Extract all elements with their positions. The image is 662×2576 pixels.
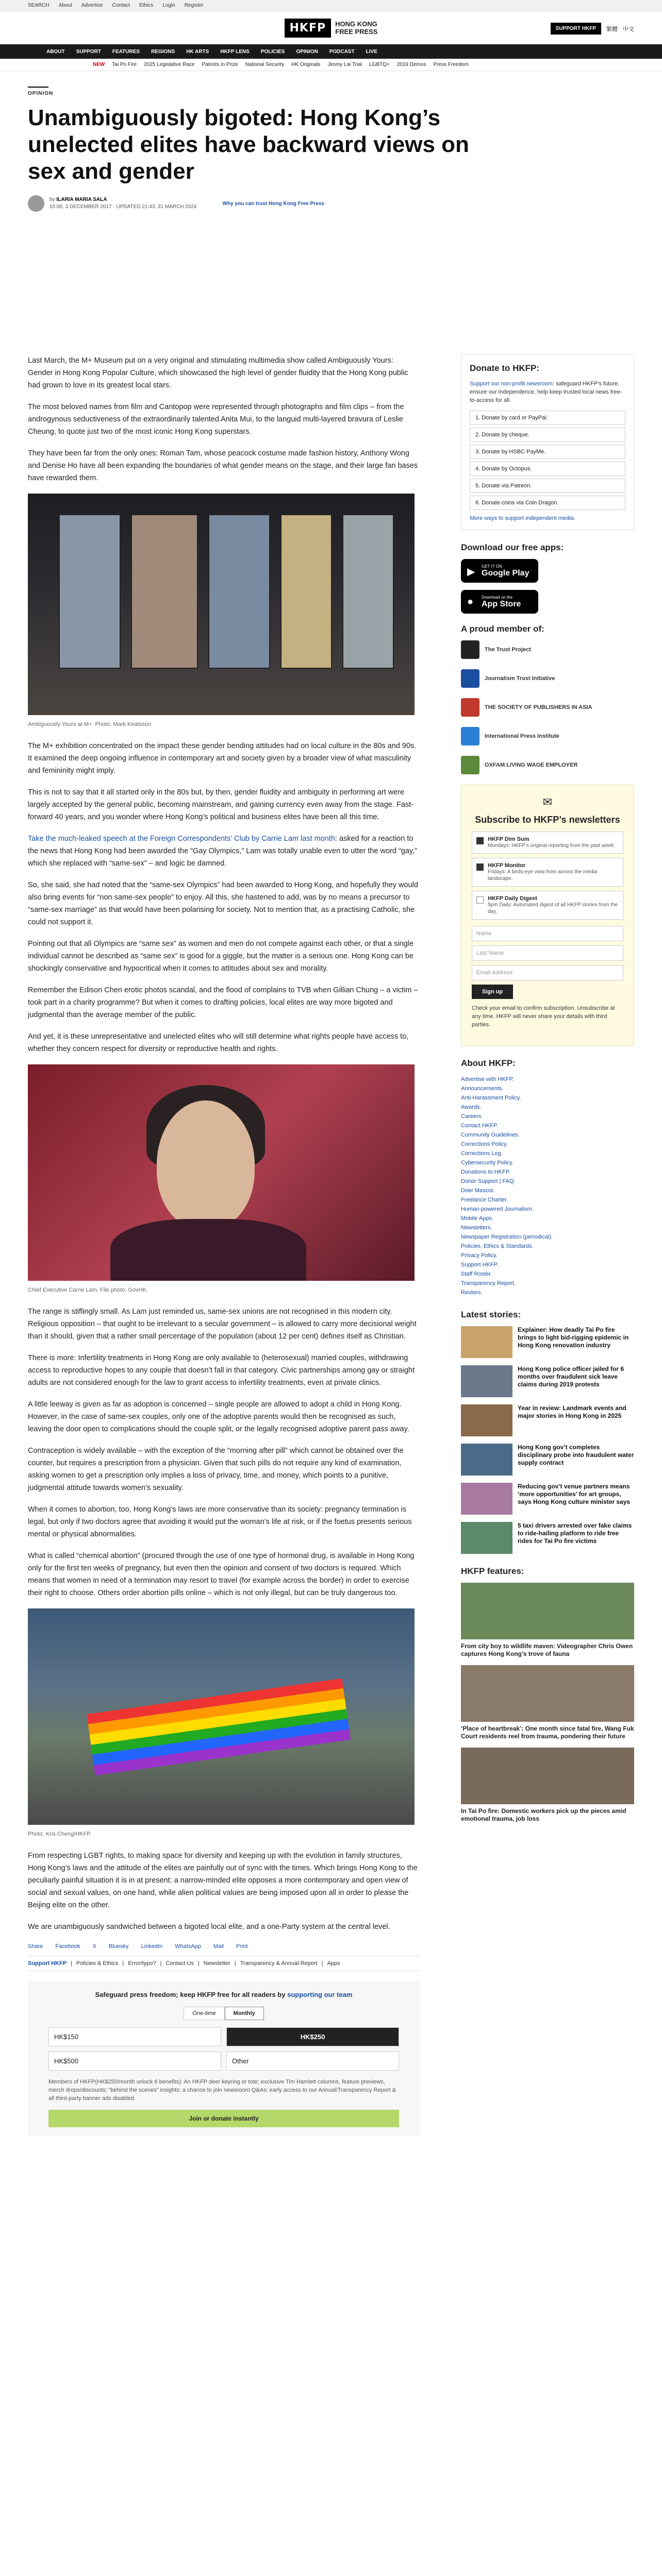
paragraph: We are unambiguously sandwiched between a bigoted local elite, and a one-Party system at the central level.: [28, 1923, 390, 1931]
main-nav: [0, 44, 662, 59]
sidebar-heading: HKFP features:: [461, 1566, 524, 1576]
about-link[interactable]: Careers.: [461, 1113, 483, 1120]
nav-opinion[interactable]: OPINION: [296, 48, 318, 55]
checkbox-checked[interactable]: [476, 863, 484, 871]
amount-option[interactable]: HK$500: [48, 2052, 221, 2071]
lang-chinese-link[interactable]: 繁體: [606, 26, 618, 32]
play-icon: ▶: [467, 566, 475, 578]
donate-option[interactable]: 6. Donate coins via Coin Dragon.: [470, 496, 625, 510]
about-link[interactable]: Mobile Apps.: [461, 1215, 493, 1222]
donate-intro: [470, 380, 625, 404]
paragraph: What is called “chemical abortion” (procured through the use of one type of hormonal drug, is available in Hong Kong only for the first ten weeks of pregnancy, but even then the opinion and consent of two doctors is required. Which means that women in need of a termination may resort to travel (for example across the border) in order to exercise their right to choose. Others order abortion pills online – which is not only illegal, but can be truly dangerous too.: [28, 1552, 415, 1597]
frequency-toggle: [48, 2007, 399, 2020]
about-link[interactable]: Donations to HKFP.: [461, 1169, 510, 1175]
feature-image: [461, 1665, 634, 1722]
paragraph: From respecting LGBT rights, to making space for diversity and keeping up with the evolution in family structures, Hong Kong’s laws and the attitude of the elites are painfully out of sync with the times. Which brings Hong Kong to the peculiarly painful situation it is in at present: a narrow-minded elite opposes a more contemporary and open view of social and sexual values, on one hand, while alien political values are being imposed upon all in order to please the Beijing elite on the other.: [28, 1852, 418, 1909]
membership-note: Members of HKFP(HK$250/month unlock 6 benefits): An HKFP deer keyring or tote; exclusive Tim Hamlett columns, feature previews, merch drops/discounts; “behind the scenes” insights; a chance to join newsroom Q&As; early access to our Annual/Transparency Report & all third-party banner ads disabled.: [48, 2079, 396, 2102]
author-name[interactable]: ILARIA MARIA SALA: [56, 197, 107, 202]
paragraph: [28, 833, 420, 870]
feature-story[interactable]: [461, 1748, 634, 1823]
option-desc: Fridays: A birds-eye view from across the media landscape.: [488, 869, 598, 882]
about-link[interactable]: Awards.: [461, 1104, 482, 1110]
sidebar-heading: Download our free apps:: [461, 543, 564, 552]
donate-option[interactable]: 4. Donate by Octopus.: [470, 462, 625, 476]
nav-features[interactable]: FEATURES: [112, 48, 140, 55]
about-link[interactable]: Policies, Ethics & Standards.: [461, 1243, 534, 1249]
latest-story[interactable]: [461, 1404, 634, 1436]
option-title: HKFP Daily Digest: [488, 895, 537, 902]
member-logo[interactable]: [461, 756, 634, 774]
story-title[interactable]: Year in review: Landmark events and major stories in Hong Kong in 2025: [518, 1404, 626, 1419]
logo-mark: HKFP: [285, 19, 332, 38]
donate-option[interactable]: 5. Donate via Patreon.: [470, 479, 625, 493]
about-link[interactable]: Community Guidelines.: [461, 1132, 520, 1138]
trending-link[interactable]: Jimmy Lai Trial: [327, 62, 362, 67]
story-title[interactable]: Hong Kong gov’t completes disciplinary probe into fraudulent water supply contract: [518, 1444, 634, 1466]
signup-button[interactable]: Sign up: [472, 985, 513, 999]
photo-caption: Photo: Kris Cheng/HKFP.: [28, 1831, 92, 1837]
paragraph: Last March, the M+ Museum put on a very original and stimulating multimedia show called Ambiguously Yours: Gender in Hong Kong Popular Culture, which showcased the high level of gender fluidity that the Hong Kong public had grown to love in its greatest local stars.: [28, 357, 408, 389]
about-link[interactable]: Anti-Harassment Policy.: [461, 1095, 521, 1101]
mail-icon: ✉: [542, 795, 553, 808]
paragraph: Pointing out that all Olympics are “same sex” as women and men do not compete against each other, or that a single individual cannot be described as “same sex” is good for a giggle, but the matter is a serious one. Hong Kong can be shockingly conservative and hypocritical when it comes to attitudes about sex and morality.: [28, 940, 413, 973]
trending-link[interactable]: 2025 Legislative Race: [144, 62, 195, 67]
utility-bar: [0, 0, 662, 11]
share-linkedin[interactable]: LinkedIn: [141, 1943, 163, 1950]
logo-line-2: FREE PRESS: [335, 28, 378, 36]
about-link[interactable]: Transparency Report.: [461, 1280, 516, 1286]
about-link[interactable]: Donor Support | FAQ.: [461, 1178, 516, 1184]
member-name: OXFAM LIVING WAGE EMPLOYER: [485, 762, 578, 768]
share-bar: [28, 1943, 420, 1950]
story-thumbnail: [461, 1483, 512, 1515]
separator: |: [321, 1960, 323, 1967]
dateline: 15:00, 3 DECEMBER 2017 · UPDATED 21:43, 31 MARCH 2024: [49, 204, 197, 210]
register-link[interactable]: Register: [184, 3, 204, 8]
sidebar-heading: Donate to HKFP:: [470, 363, 540, 373]
nav-regions[interactable]: REGIONS: [151, 48, 175, 55]
exhibit-screen: [59, 514, 121, 669]
paragraph: The most beloved names from film and Cantopop were represented through photographs and film clips – from the androgynous seductiveness of the extraordinarily talented Anita Mui, to the languid multi-layered bravura of Leslie Cheung, to quote just two of the most iconic Hong Kong superstars.: [28, 403, 404, 436]
support-hkfp-button[interactable]: SUPPORT HKFP: [551, 23, 601, 35]
rainbow-flag: [87, 1679, 351, 1775]
first-name-input[interactable]: Name: [472, 926, 623, 941]
paragraph: There is more: Infertility treatments in Hong Kong are only available to (heterosexual) married couples, withdrawing access to reproductive hopes to any couple that doesn’t fall in that category. Civic partnerships among gay or straight adults are not considered enough for the law to grant access to infertility treatments, even at private clinics.: [28, 1354, 415, 1387]
story-thumbnail: [461, 1365, 512, 1397]
donate-option[interactable]: 3. Donate by HSBC PayMe.: [470, 445, 625, 459]
about-link[interactable]: Support HKFP.: [461, 1262, 499, 1268]
portrait-face: [157, 1100, 255, 1229]
member-logo[interactable]: [461, 727, 634, 745]
feature-title[interactable]: ‘Place of heartbreak’: One month since fatal fire, Wang Fuk Court residents reel from trauma, pondering their future: [461, 1725, 634, 1740]
share-label: Share: [28, 1943, 43, 1950]
amount-other-input[interactable]: Other: [226, 2052, 399, 2071]
trust-project-icon: [461, 640, 479, 659]
option-desc: 5pm Daily: Automated digest of all HKFP stories from the day.: [488, 902, 618, 914]
nav-hk-arts[interactable]: HK ARTS: [186, 48, 209, 55]
article-headline: Unambiguously bigoted: Hong Kong’s unelected elites have backward views on sex and gender: [28, 105, 469, 184]
share-whatsapp[interactable]: WhatsApp: [175, 1943, 201, 1950]
newsletter-link[interactable]: Newsletter: [203, 1960, 230, 1967]
ethics-link[interactable]: Ethics: [139, 3, 154, 8]
article-body: [28, 354, 420, 2137]
about-link[interactable]: Freelance Charter.: [461, 1197, 508, 1203]
separator: |: [160, 1960, 162, 1967]
advertise-link[interactable]: Advertise: [81, 3, 103, 8]
sidebar-heading: About HKFP:: [461, 1058, 516, 1068]
login-link[interactable]: Login: [162, 3, 175, 8]
about-link[interactable]: Corrections Log.: [461, 1150, 503, 1157]
sopa-icon: [461, 698, 479, 717]
newsletter-box: [461, 785, 634, 1046]
feature-story[interactable]: [461, 1583, 634, 1658]
trending-link[interactable]: Patriots in Prize: [202, 62, 238, 67]
masthead: [0, 11, 662, 44]
trending-link[interactable]: Press Freedom: [433, 62, 469, 67]
policies-link[interactable]: Policies & Ethics: [76, 1960, 119, 1967]
story-thumbnail: [461, 1326, 512, 1358]
sidebar-heading: Latest stories:: [461, 1310, 521, 1319]
about-link[interactable]: Advertise with HKFP.: [461, 1076, 514, 1082]
about-link[interactable]: Corrections Policy.: [461, 1141, 508, 1147]
donate-box: [461, 354, 634, 530]
non-profit-link[interactable]: Support our non-profit newsroom:: [470, 381, 554, 387]
sidebar-heading: A proud member of:: [461, 624, 544, 634]
byline-meta: [49, 196, 197, 211]
share-facebook[interactable]: Facebook: [55, 1943, 80, 1950]
pride-parade-photo: [28, 1608, 415, 1825]
member-logo[interactable]: [461, 640, 634, 659]
nav-policies[interactable]: POLICIES: [260, 48, 285, 55]
newsletter-option[interactable]: [472, 891, 623, 920]
member-logo[interactable]: [461, 698, 634, 717]
app-store-badge[interactable]: [461, 590, 538, 614]
lang-chinese-alt-link[interactable]: 中文: [623, 26, 634, 32]
donate-widget: [28, 1981, 420, 2137]
about-link[interactable]: Cybersecurity Policy.: [461, 1160, 514, 1166]
latest-story[interactable]: [461, 1365, 634, 1397]
museum-photo: [28, 494, 415, 715]
paragraph-tail: : asked for a reaction to the news that Hong Kong had been awarded the “Gay Olympics,” Lam was totally unable even to utter the word “gay,” which she replaced with “same-sex” – and logic be damned.: [28, 835, 417, 868]
newsletter-option[interactable]: [472, 832, 623, 854]
more-ways-link[interactable]: More ways to support independent media.: [470, 515, 575, 521]
feature-title[interactable]: From city boy to wildlife maven: Videographer Chris Owen captures Hong Kong’s trove of fauna: [461, 1642, 633, 1657]
app-store-label: App Store: [482, 599, 521, 608]
jti-icon: [461, 669, 479, 688]
masthead-actions: [551, 23, 634, 35]
nav-podcast[interactable]: PODCAST: [329, 48, 355, 55]
share-print[interactable]: Print: [236, 1943, 248, 1950]
feature-story[interactable]: [461, 1665, 634, 1740]
feature-title[interactable]: In Tai Po fire: Domestic workers pick up the pieces amid emotional trauma, job loss: [461, 1807, 626, 1822]
paragraph: So, she said, she had noted that the “same-sex Olympics” had been awarded to Hong Kong, and hopefully they would also bring events for “non same-sex people” to enjoy. All this, she hastened to add, was by no means a precursor to “same-sex marriage” as that would have been polarising for society. Not to mention that, as a practising Catholic, she could not support it.: [28, 881, 418, 926]
page-wrap: [28, 87, 634, 2122]
story-title[interactable]: 5 taxi drivers arrested over fake claims to ride-hailing platform to ride free rides for Tai Po fire victims: [518, 1522, 632, 1545]
contact-us-link[interactable]: Contact Us: [166, 1960, 194, 1967]
apple-icon: ●: [467, 596, 474, 607]
story-thumbnail: [461, 1444, 512, 1476]
separator: |: [71, 1960, 73, 1967]
exhibit-screen: [280, 514, 332, 669]
carrie-lam-photo: [28, 1064, 415, 1281]
member-name: International Press Institute: [485, 733, 559, 739]
amount-option-selected[interactable]: HK$250: [226, 2027, 399, 2046]
support-links: [28, 1956, 420, 1971]
checkbox-unchecked[interactable]: [476, 896, 484, 904]
feature-image: [461, 1583, 634, 1639]
share-mail[interactable]: Mail: [213, 1943, 224, 1950]
support-hkfp-link[interactable]: Support HKFP: [28, 1960, 67, 1967]
newsletter-heading: Subscribe to HKFP’s newsletters: [475, 815, 620, 825]
typo-link[interactable]: Error/typo?: [128, 1960, 156, 1967]
about-link[interactable]: Doer Mascot.: [461, 1188, 495, 1194]
monthly-option[interactable]: Monthly: [225, 2007, 264, 2020]
about-link[interactable]: About: [58, 3, 72, 8]
story-thumbnail: [461, 1404, 512, 1436]
paragraph: Remember the Edison Chen erotic photos scandal, and the flood of complains to TVB when Gillian Chung – a victim – took part in a charity programme? But when it comes to drafting policies, local elites are way more bigoted and judgmental than the average member of the public.: [28, 986, 418, 1019]
exhibit-screen: [208, 514, 270, 669]
photo-caption: Chief Executive Carrie Lam. File photo: GovHK.: [28, 1287, 148, 1293]
newsletter-option[interactable]: [472, 858, 623, 887]
support-team-link[interactable]: supporting our team: [287, 1991, 353, 1998]
join-donate-button[interactable]: Join or donate instantly: [48, 2110, 399, 2127]
about-link[interactable]: Contact HKFP.: [461, 1123, 498, 1129]
story-title[interactable]: Hong Kong police officer jailed for 6 months over fraudulent sick leave claims during 2019 protests: [518, 1365, 624, 1388]
trust-link[interactable]: Why you can trust Hong Kong Free Press: [222, 200, 324, 207]
search-link[interactable]: SEARCH: [28, 3, 49, 8]
google-play-badge[interactable]: [461, 559, 538, 583]
site-logo[interactable]: [285, 19, 378, 38]
trending-link[interactable]: LGBTQ+: [369, 62, 390, 67]
paragraph: When it comes to abortion, too, Hong Kong’s laws are more conservative than its society: pregnancy termination is legal, but only if two doctors agree that avoiding it would put the woman’s life at risk, or if the foetus presents serious mental or physical abnormalities.: [28, 1505, 412, 1538]
story-thumbnail: [461, 1522, 512, 1554]
trending-link[interactable]: National Security: [245, 62, 285, 67]
photo-caption: Ambiguously Yours at M+. Photo: Mark Keatsson.: [28, 721, 153, 727]
exhibit-screen: [131, 514, 198, 669]
about-list: [461, 1075, 634, 1297]
exhibit-screen: [342, 514, 394, 669]
about-link[interactable]: Newsletters.: [461, 1225, 492, 1231]
trending-link[interactable]: 2019 Demos: [396, 62, 426, 67]
trending-link[interactable]: Tai Po Fire: [112, 62, 137, 67]
option-desc: Mondays: HKFP’s original reporting from the past week.: [488, 843, 616, 849]
email-input[interactable]: Email Address: [472, 965, 623, 980]
nav-live[interactable]: LIVE: [366, 48, 377, 55]
latest-story[interactable]: [461, 1483, 634, 1515]
amount-option[interactable]: HK$150: [48, 2027, 221, 2046]
new-tag: NEW: [93, 62, 105, 67]
latest-story[interactable]: [461, 1326, 634, 1358]
contact-link[interactable]: Contact: [112, 3, 130, 8]
option-title: HKFP Dim Sum: [488, 836, 529, 842]
share-x[interactable]: X: [92, 1943, 97, 1950]
one-time-option[interactable]: One-time: [184, 2007, 224, 2020]
latest-story[interactable]: [461, 1444, 634, 1476]
about-link[interactable]: Reuters.: [461, 1290, 483, 1296]
nav-support[interactable]: SUPPORT: [76, 48, 101, 55]
donate-intro-text: safeguard HKFP’s future, ensure our independence, help keep trusted local news free-to-access for all.: [470, 381, 622, 403]
portrait-body: [110, 1219, 306, 1281]
story-title[interactable]: Explainer: How deadly Tai Po fire brings to light bid-rigging epidemic in Hong Kong renovation industry: [518, 1326, 629, 1349]
google-play-label: Google Play: [482, 568, 529, 578]
trending-link[interactable]: HK Originals: [291, 62, 321, 67]
google-play-small: GET IT ON: [482, 564, 502, 569]
author-avatar: [28, 195, 44, 212]
member-name: THE SOCIETY OF PUBLISHERS IN ASIA: [485, 704, 592, 710]
byline-prefix: by: [49, 197, 57, 202]
option-title: HKFP Monitor: [488, 862, 526, 869]
member-name: The Trust Project: [485, 647, 531, 653]
donate-option[interactable]: 1. Donate by card or PayPal.: [470, 411, 625, 425]
sidebar: [461, 354, 634, 1830]
story-title[interactable]: Reducing gov’t venue partners means ‘more opportunities’ for art groups, says Hong Kong culture minister says: [518, 1483, 631, 1505]
logo-wordmark: [335, 20, 377, 36]
nav-about[interactable]: ABOUT: [46, 48, 65, 55]
fcc-speech-link[interactable]: Take the much-leaked speech at the Foreign Correspondents’ Club by Carrie Lam last month: [28, 835, 335, 843]
about-link[interactable]: Human-powered Journalism.: [461, 1206, 534, 1212]
latest-story[interactable]: [461, 1522, 634, 1554]
paragraph: They have been far from the only ones: Roman Tam, whose peacock costume made fashion history, Anthony Wong and Denise Ho have all been expanding the boundaries of what gender means on the stage, and their large fan bases have rewarded them.: [28, 449, 418, 482]
newsletter-note: Check your email to confirm subscription. Unsubscribe at any time. HKFP will never share your details with third parties.: [472, 1005, 615, 1028]
nav-hkfp-lens[interactable]: HKFP LENS: [220, 48, 250, 55]
about-link[interactable]: Privacy Policy.: [461, 1252, 498, 1259]
logo-line-1: HONG KONG: [335, 20, 377, 28]
byline: [28, 195, 492, 212]
app-store-small: Download on the: [482, 595, 513, 600]
checkbox-checked[interactable]: [476, 837, 484, 844]
paragraph: This is not to say that it all started only in the 80s but, by then, gender fluidity and ambiguity in performing art were largely accepted by the general public, becoming mainstream, and gaining currency even away from the stage. Fast-forward 40 years, and you wonder where Hong Kong’s political and business elites have been all this time.: [28, 788, 413, 821]
donate-title-text: Safeguard press freedom; keep HKFP free for all readers by: [95, 1991, 288, 1998]
transparency-link[interactable]: Transparency & Annual Report: [240, 1960, 318, 1967]
donate-title: [48, 1991, 399, 1998]
about-link[interactable]: Newspaper Registration (periodical).: [461, 1234, 553, 1240]
oxfam-icon: [461, 756, 479, 774]
member-logo[interactable]: [461, 669, 634, 688]
section-kicker[interactable]: OPINION: [28, 87, 48, 96]
trending-bar: [0, 59, 662, 71]
donate-option[interactable]: 2. Donate by cheque.: [470, 428, 625, 442]
member-name: Journalism Trust Initiative: [485, 675, 555, 682]
paragraph: The M+ exhibition concentrated on the impact these gender bending attitudes had on local culture in the 80s and 90s. It examined the deep ongoing influence in contemporary art and society given by a broader view of what masculinity and femininity might imply.: [28, 742, 417, 775]
about-link[interactable]: Announcements.: [461, 1086, 504, 1092]
separator: |: [197, 1960, 200, 1967]
apps-link[interactable]: Apps: [327, 1960, 340, 1967]
share-bluesky[interactable]: Bluesky: [109, 1943, 129, 1950]
separator: |: [122, 1960, 124, 1967]
amount-options: [48, 2027, 399, 2071]
about-link[interactable]: Staff Roster.: [461, 1271, 492, 1277]
last-name-input[interactable]: Last Name: [472, 945, 623, 961]
paragraph: Contraception is widely available – with the exception of the “morning after pill” which cannot be obtained over the counter, but requires a prescription from a physician. Given that such pills do not require any kind of examination, asking women to get a prescription only implies a loss of privacy, time, and money, which points to a punitive, judgmental attitude towards women’s sexuality.: [28, 1447, 404, 1492]
paragraph: And yet, it is these unrepresentative and unelected elites who will still determine what rights people have access to, whether they concern respect for diversity or reproductive health and rights.: [28, 1032, 409, 1053]
paragraph: The range is stiflingly small. As Lam just reminded us, same-sex unions are not recognised in this modern city. Religious opposition – that ought to be irrelevant to a secular government – is allowed to carry more decisional weight than it should, given that a rather small percentage of the population (about 12 per cent) defines itself as Christian.: [28, 1308, 417, 1341]
separator: |: [234, 1960, 236, 1967]
paragraph: A little leeway is given as far as adoption is concerned – single people are allowed to adopt a child in Hong Kong. However, in the case of same-sex couples, only one of the adoptive parents would then be recognised as such, leaving the door open to complications should the couple split, or the legally recognised adoptive parent pass away.: [28, 1400, 409, 1433]
feature-image: [461, 1748, 634, 1804]
ipi-icon: [461, 727, 479, 745]
